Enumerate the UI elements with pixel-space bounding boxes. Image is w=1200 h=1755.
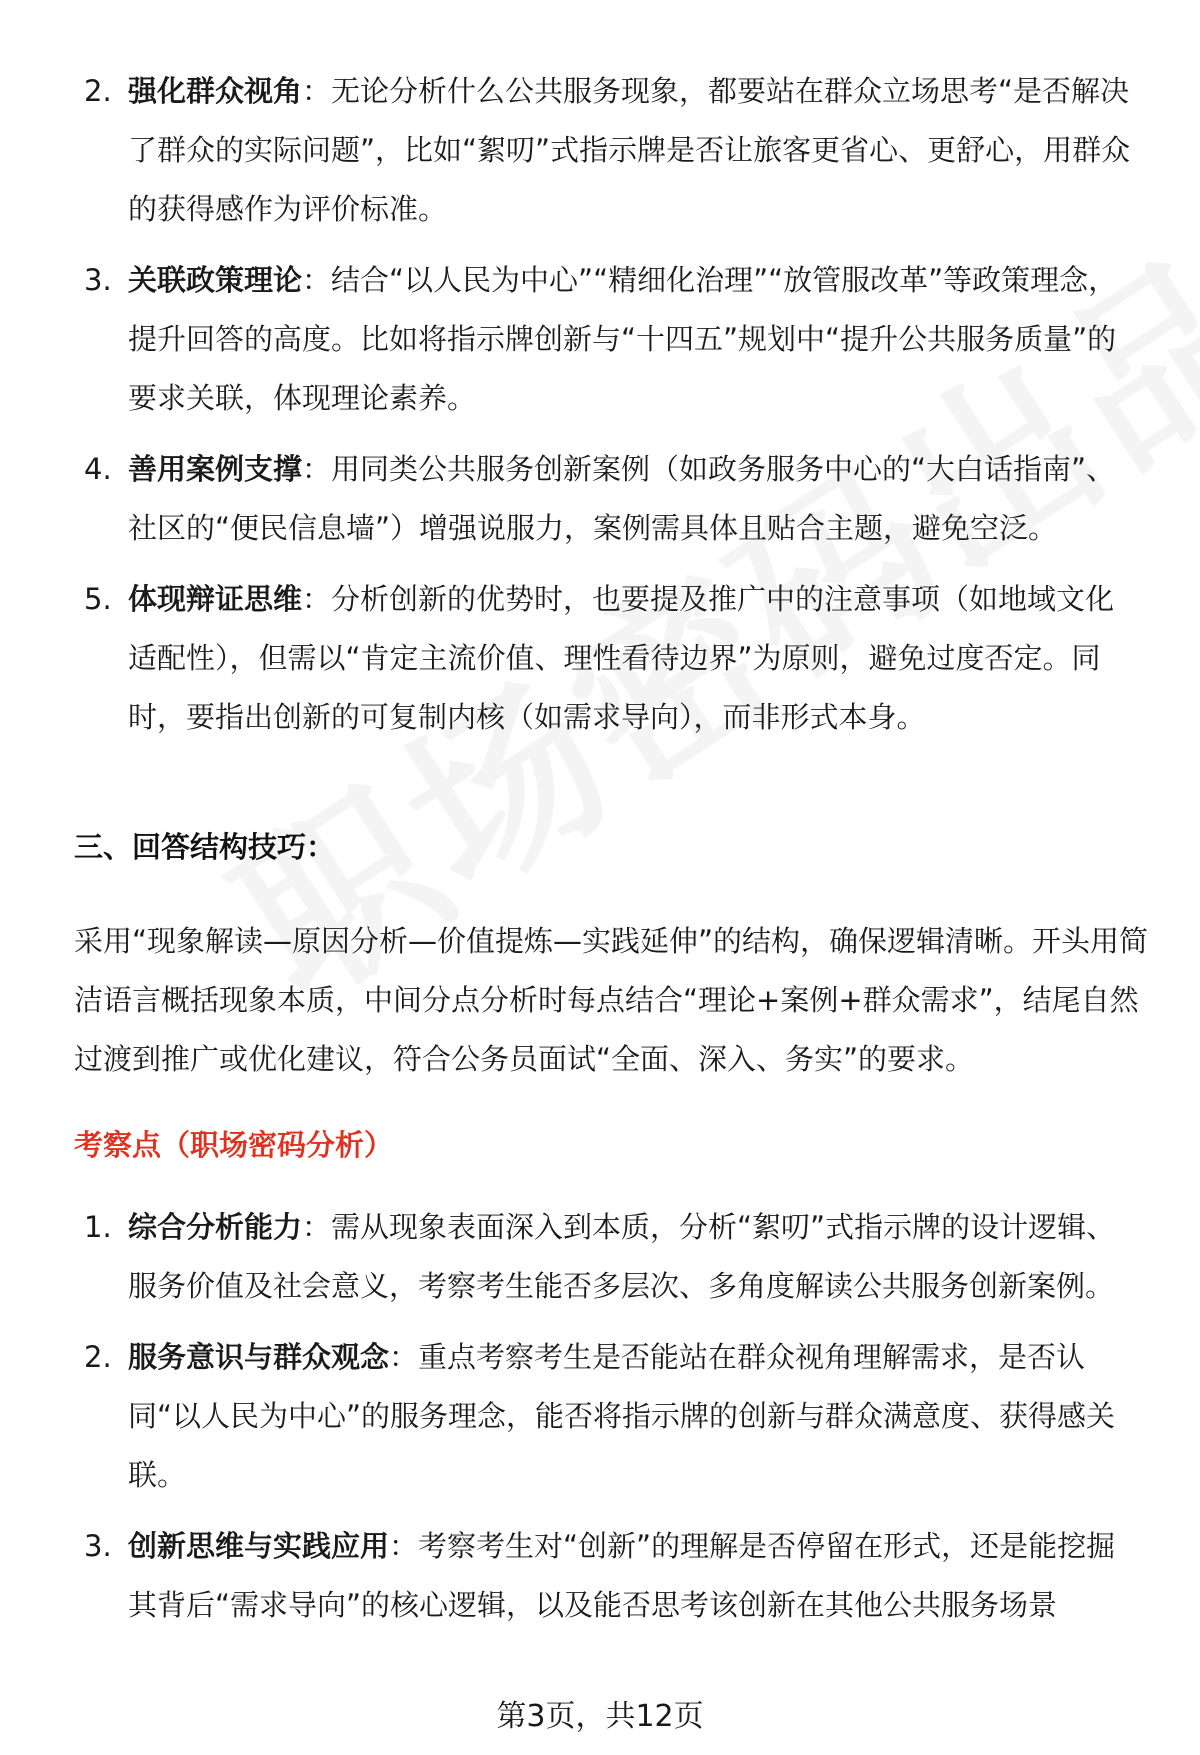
item-term: 善用案例支撑	[128, 452, 303, 486]
item-text: ：用同类公共服务创新案例（如政务服务中心的“大白话指南”、社区的“便民信息墙”）增强说服力，案例需具体且贴合主题，避免空泛。	[128, 452, 1116, 545]
item-term: 综合分析能力	[128, 1210, 303, 1244]
section-paragraph: 采用“现象解读—原因分析—价值提炼—实践延伸”的结构，确保逻辑清晰。开头用简洁语言概括现象本质，中间分点分析时每点结合“理论+案例+群众需求”，结尾自然过渡到推广或优化建议，符合公务员面试“全面、深入、务实”的要求。	[74, 924, 1149, 1076]
item-number: 2.	[84, 74, 112, 108]
item-text: ：无论分析什么公共服务现象，都要站在群众立场思考“是否解决了群众的实际问题”，比如“絮叨”式指示牌是否让旅客更省心、更舒心，用群众的获得感作为评价标准。	[128, 74, 1131, 226]
tips-list	[0, 62, 1200, 759]
kaochadian-heading: 考察点（职场密码分析）	[74, 1128, 394, 1162]
item-number: 5.	[84, 582, 112, 616]
item-number: 1.	[84, 1210, 112, 1244]
item-text: ：分析创新的优势时，也要提及推广中的注意事项（如地域文化适配性），但需以“肯定主流价值、理性看待边界”为原则，避免过度否定。同时，要指出创新的可复制内核（如需求导向），而非形式本身。	[128, 582, 1115, 734]
list-item	[0, 1198, 1200, 1316]
item-number: 3.	[84, 1529, 112, 1563]
list-item	[0, 1517, 1200, 1635]
item-number: 2.	[84, 1340, 112, 1374]
list-item	[0, 440, 1200, 558]
item-number: 3.	[84, 263, 112, 297]
list-item	[0, 570, 1200, 747]
item-text: ：结合“以人民为中心”“精细化治理”“放管服改革”等政策理念，提升回答的高度。比如将指示牌创新与“十四五”规划中“提升公共服务质量”的要求关联，体现理论素养。	[128, 263, 1118, 415]
item-text: ：考察考生对“创新”的理解是否停留在形式，还是能挖掘其背后“需求导向”的核心逻辑，以及能否思考该创新在其他公共服务场景	[128, 1529, 1116, 1622]
list-item	[0, 62, 1200, 239]
item-term: 强化群众视角	[128, 74, 303, 108]
list-item	[0, 1328, 1200, 1505]
item-text: ：需从现象表面深入到本质，分析“絮叨”式指示牌的设计逻辑、服务价值及社会意义，考察考生能否多层次、多角度解读公共服务创新案例。	[128, 1210, 1116, 1303]
item-term: 服务意识与群众观念	[128, 1340, 390, 1374]
list-item	[0, 251, 1200, 428]
item-term: 体现辩证思维	[128, 582, 303, 616]
item-term: 创新思维与实践应用	[128, 1529, 390, 1563]
page-number: 第3页，共12页	[496, 1699, 704, 1734]
item-text: ：重点考察考生是否能站在群众视角理解需求，是否认同“以人民为中心”的服务理念，能否将指示牌的创新与群众满意度、获得感关联。	[128, 1340, 1116, 1492]
item-term: 关联政策理论	[128, 263, 303, 297]
item-number: 4.	[84, 452, 112, 486]
section-heading: 三、回答结构技巧：	[74, 830, 336, 864]
kaochadian-list	[0, 1198, 1200, 1647]
